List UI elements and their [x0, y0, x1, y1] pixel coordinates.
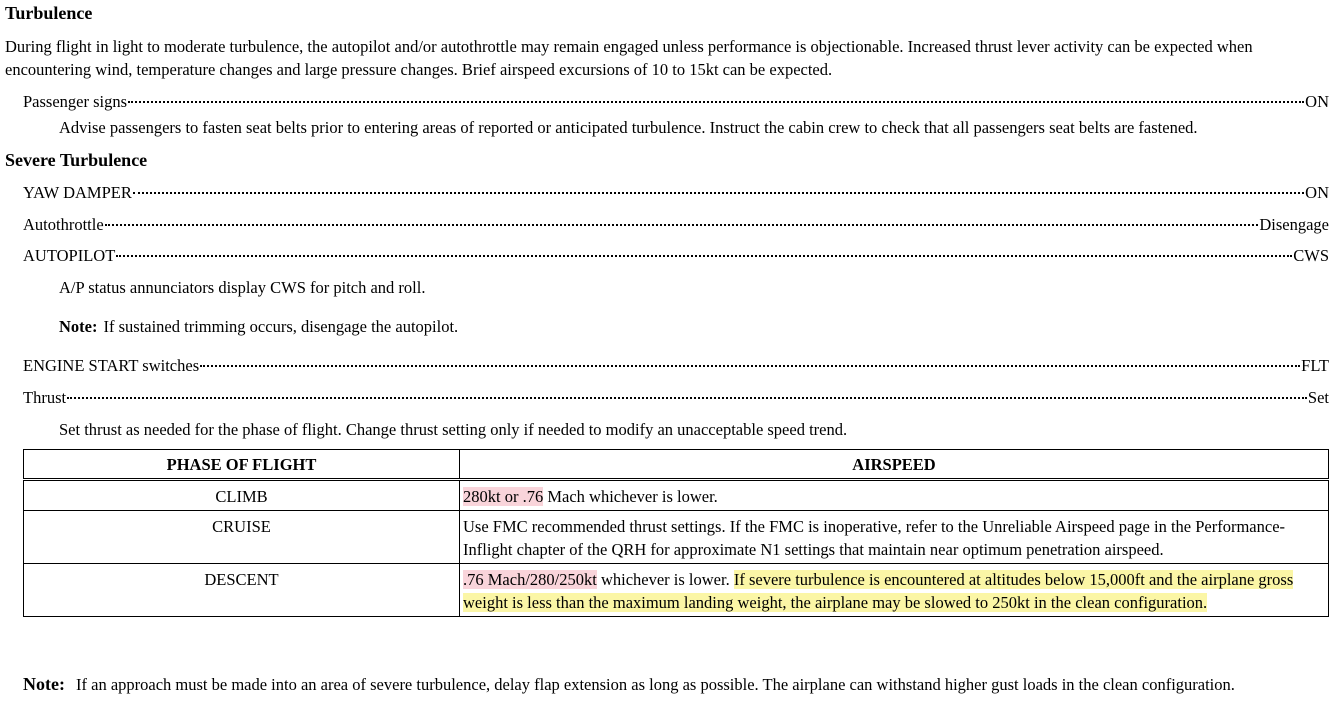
step-value: Disengage — [1259, 215, 1329, 234]
header-airspeed: AIRSPEED — [460, 450, 1329, 480]
note-label: Note: — [23, 674, 65, 694]
step-label: Passenger signs — [23, 92, 128, 111]
thrust-text: Set thrust as needed for the phase of flight. Change thrust setting only if needed to modify an unacceptable speed trend. — [59, 420, 848, 439]
header-phase: PHASE OF FLIGHT — [24, 450, 460, 480]
airspeed-table — [23, 449, 1329, 617]
step-label: Thrust — [23, 388, 67, 407]
step-label: AUTOPILOT — [23, 246, 116, 265]
pink-highlight: 280kt or .76 — [463, 487, 544, 506]
table-row — [24, 564, 1329, 617]
step-thrust — [23, 386, 1329, 409]
airspeed-cell — [460, 480, 1329, 511]
step-value: Set — [1307, 388, 1329, 407]
table-row — [24, 511, 1329, 564]
phase-cell: CLIMB — [24, 480, 460, 511]
step-label: ENGINE START switches — [23, 356, 200, 375]
airspeed-text: whichever is lower. — [596, 570, 734, 589]
trim-note — [59, 315, 458, 338]
leader-dots — [116, 255, 1292, 257]
leader-dots — [128, 101, 1304, 103]
approach-note — [23, 673, 1323, 696]
advise-text: Advise passengers to fasten seat belts prior to entering areas of reported or anticipated turbulence. Instruct the cabin crew to check that all passengers seat belts are fastened. — [59, 118, 1198, 137]
leader-dots — [105, 224, 1259, 226]
step-value: ON — [1305, 183, 1329, 202]
step-value: CWS — [1293, 246, 1329, 265]
airspeed-text: Mach whichever is lower. — [543, 487, 718, 506]
leader-dots — [67, 397, 1307, 399]
ap-status-text: A/P status annunciators display CWS for pitch and roll. — [59, 278, 426, 297]
severe-turbulence-heading: Severe Turbulence — [5, 150, 148, 170]
table-row — [24, 480, 1329, 511]
step-passenger-signs — [23, 90, 1329, 113]
step-autothrottle — [23, 213, 1329, 236]
table-header-row — [24, 450, 1329, 480]
step-autopilot — [23, 244, 1329, 267]
note-label: Note: — [59, 317, 98, 336]
step-engine-start — [23, 354, 1329, 377]
phase-cell: DESCENT — [24, 564, 460, 617]
leader-dots — [200, 365, 1300, 367]
phase-cell: CRUISE — [24, 511, 460, 564]
step-label: YAW DAMPER — [23, 183, 132, 202]
pink-highlight: .76 Mach/280/250kt — [463, 570, 597, 589]
note-text: If an approach must be made into an area of severe turbulence, delay flap extension as long as possible. The airplane can withstand higher gust loads in the clean configuration. — [76, 675, 1235, 694]
airspeed-cell — [460, 564, 1329, 617]
leader-dots — [133, 192, 1304, 194]
step-yaw-damper — [23, 181, 1329, 204]
step-value: ON — [1305, 92, 1329, 111]
yellow-highlight: If severe turbulence is encountered at altitudes below 15,000ft and the airplane gross weight is less than the maximum landing weight, the airplane may be slowed to 250kt in the clean configuration. — [463, 570, 1294, 612]
airspeed-text: Use FMC recommended thrust settings. If the FMC is inoperative, refer to the Unreliable Airspeed page in the Performance-Inflight chapter of the QRH for approximate N1 settings that maintain near optimum penetration airspeed. — [463, 517, 1286, 559]
step-label: Autothrottle — [23, 215, 104, 234]
step-value: FLT — [1301, 356, 1329, 375]
note-text: If sustained trimming occurs, disengage the autopilot. — [103, 317, 459, 336]
turbulence-heading: Turbulence — [5, 3, 93, 23]
turbulence-paragraph: During flight in light to moderate turbulence, the autopilot and/or autothrottle may remain engaged unless performance is objectionable. Increased thrust lever activity can be expected when encountering wind, temperature changes and large pressure changes. Brief airspeed excursions of 10 to 15kt can be expected. — [5, 37, 1253, 79]
airspeed-cell — [460, 511, 1329, 564]
